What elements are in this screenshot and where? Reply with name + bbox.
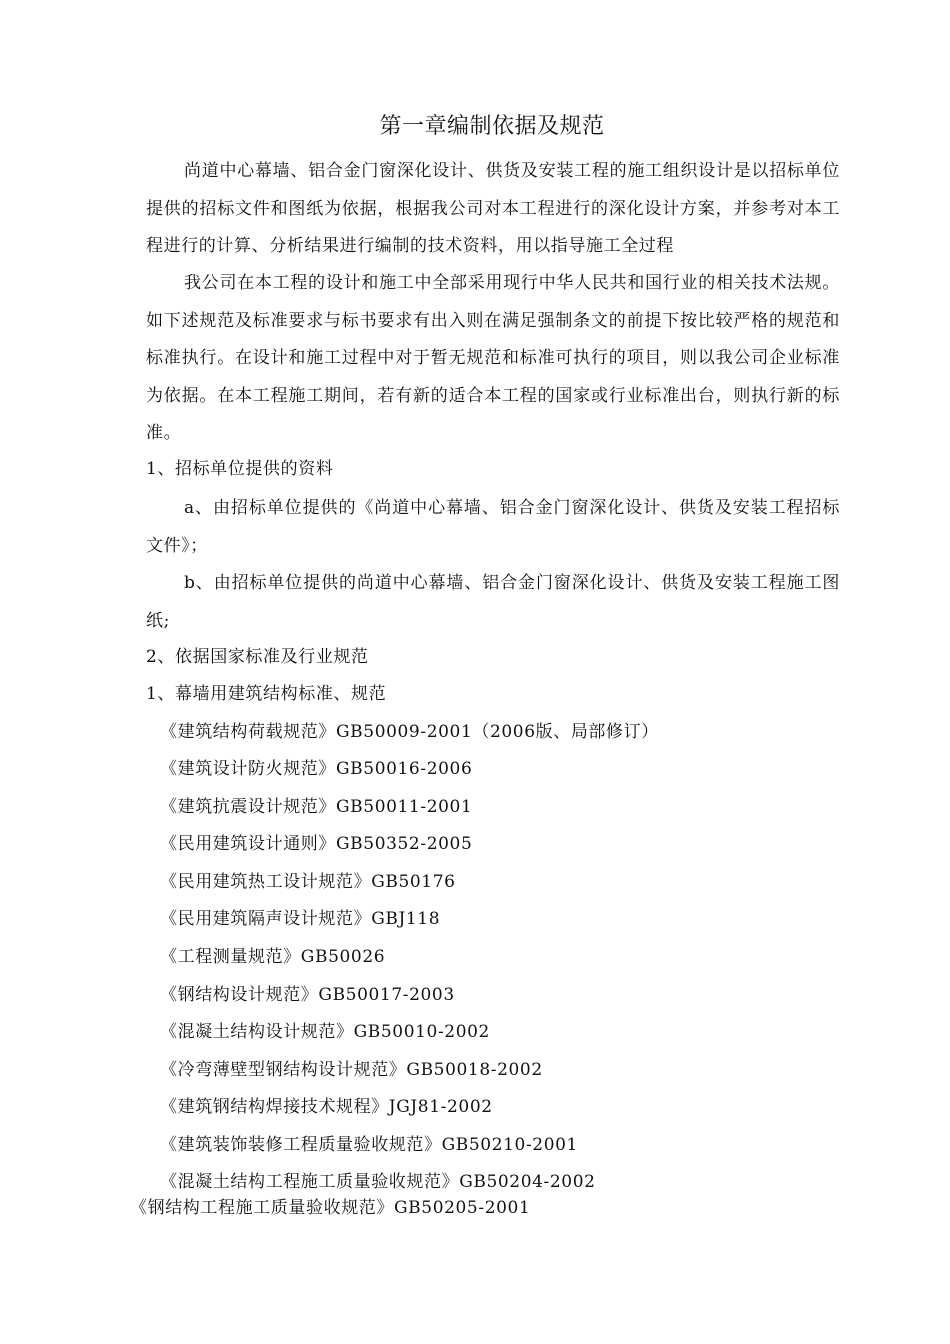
chapter-title: 第一章编制依据及规范 [379,114,605,139]
standard-item: 《钢结构工程施工质量验收规范》GB50205-2001 [130,1198,531,1218]
list-item-construction-drawings: b、由招标单位提供的尚道中心幕墙、铝合金门窗深化设计、供货及安装工程施工图纸; [146,573,840,631]
standard-item: 《民用建筑热工设计规范》GB50176 [160,872,456,892]
section-heading-tender-materials: 1、招标单位提供的资料 [146,459,334,479]
intro-paragraph: 尚道中心幕墙、铝合金门窗深化设计、供货及安装工程的施工组织设计是以招标单位提供的招标文件和图纸为依据，根据我公司对本工程进行的深化设计方案，并参考对本工程进行的计算、分析结果进行编制的技术资料，用以指导施工全过程 [146,161,840,257]
standard-item: 《建筑钢结构焊接技术规程》JGJ81-2002 [160,1097,493,1117]
list-item-tender-documents: a、由招标单位提供的《尚道中心幕墙、铝合金门窗深化设计、供货及安装工程招标文件》； [146,498,840,556]
standard-item: 《建筑结构荷载规范》GB50009-2001（2006版、局部修订） [160,722,659,742]
standard-item: 《建筑装饰装修工程质量验收规范》GB50210-2001 [160,1135,578,1155]
standard-item: 《建筑抗震设计规范》GB50011-2001 [160,797,473,817]
standard-item: 《混凝土结构设计规范》GB50010-2002 [160,1022,490,1042]
standard-item: 《建筑设计防火规范》GB50016-2006 [160,759,473,779]
standard-item: 《工程测量规范》GB50026 [160,947,386,967]
standard-item: 《民用建筑隔声设计规范》GBJ118 [160,909,441,929]
standard-item: 《民用建筑设计通则》GB50352-2005 [160,834,473,854]
standard-item: 《钢结构设计规范》GB50017-2003 [160,985,455,1005]
subsection-heading-structural-standards: 1、幕墙用建筑结构标准、规范 [146,684,387,704]
standards-paragraph: 我公司在本工程的设计和施工中全部采用现行中华人民共和国行业的相关技术法规。如下述规范及标准要求与标书要求有出入则在满足强制条文的前提下按比较严格的规范和标准执行。在设计和施工过程中对于暂无规范和标准可执行的项目，则以我公司企业标准为依据。在本工程施工期间，若有新的适合本工程的国家或行业标准出台，则执行新的标准。 [146,273,840,444]
standard-item: 《混凝土结构工程施工质量验收规范》GB50204-2002 [160,1172,596,1192]
section-heading-national-standards: 2、依据国家标准及行业规范 [146,647,369,667]
standard-item: 《冷弯薄壁型钢结构设计规范》GB50018-2002 [160,1060,543,1080]
